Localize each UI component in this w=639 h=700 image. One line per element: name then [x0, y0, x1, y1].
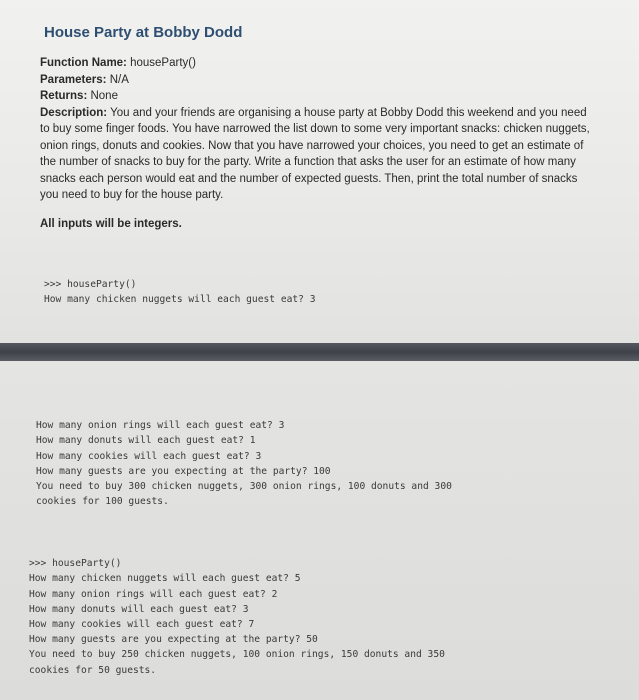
code-line: How many cookies will each guest eat? 3	[36, 450, 262, 462]
code-line: cookies for 100 guests.	[36, 496, 169, 508]
photo-divider	[0, 343, 639, 361]
parameters-label: Parameters:	[40, 73, 107, 86]
returns-value: None	[90, 90, 118, 102]
code-line: >>> houseParty()	[29, 558, 122, 570]
code-line: >>> houseParty()	[44, 279, 137, 291]
function-spec	[40, 55, 600, 204]
function-name-value: houseParty()	[130, 57, 196, 69]
example-1-continued	[36, 403, 452, 509]
code-line: How many onion rings will each guest eat? 3	[36, 420, 285, 432]
returns-row	[40, 88, 600, 105]
description-label: Description:	[40, 106, 108, 119]
parameters-row	[40, 72, 600, 89]
description-text: You and your friends are organising a house party at Bobby Dodd this weekend and you need to buy some finger foods. You have narrowed the list down to some very important snacks: chicken nuggets, onion rings, donuts and cookies. Now that you have narrowed your choices, you need to get an estimate of the number of snacks to buy for the party. Write a function that asks the user for an estimate of how many snacks each person would eat and the number of expected guests. Then, print the total number of snacks you need to buy for the house party.	[40, 106, 590, 201]
returns-label: Returns:	[40, 90, 88, 102]
code-line: How many guests are you expecting at the party? 50	[29, 634, 318, 646]
code-line: You need to buy 250 chicken nuggets, 100 onion rings, 150 donuts and 350	[29, 649, 445, 661]
code-line: How many guests are you expecting at the party? 100	[36, 465, 331, 477]
function-name-label: Function Name:	[40, 57, 127, 69]
description	[40, 105, 596, 204]
integer-note: All inputs will be integers.	[40, 218, 182, 230]
code-line: How many chicken nuggets will each guest eat? 3	[44, 294, 316, 306]
code-line: You need to buy 300 chicken nuggets, 300 onion rings, 100 donuts and 300	[36, 481, 452, 493]
code-line: How many onion rings will each guest eat? 2	[29, 588, 278, 600]
code-line: cookies for 50 guests.	[29, 664, 157, 676]
parameters-value: N/A	[109, 73, 129, 86]
code-line: How many chicken nuggets will each guest eat? 5	[29, 573, 301, 585]
code-line: How many cookies will each guest eat? 7	[29, 619, 255, 631]
function-name-row	[40, 55, 600, 72]
page-title: House Party at Bobby Dodd	[44, 24, 243, 41]
example-2	[29, 541, 445, 678]
code-line: How many donuts will each guest eat? 1	[36, 435, 256, 447]
example-1-start	[44, 262, 315, 308]
code-line: How many donuts will each guest eat? 3	[29, 603, 249, 615]
